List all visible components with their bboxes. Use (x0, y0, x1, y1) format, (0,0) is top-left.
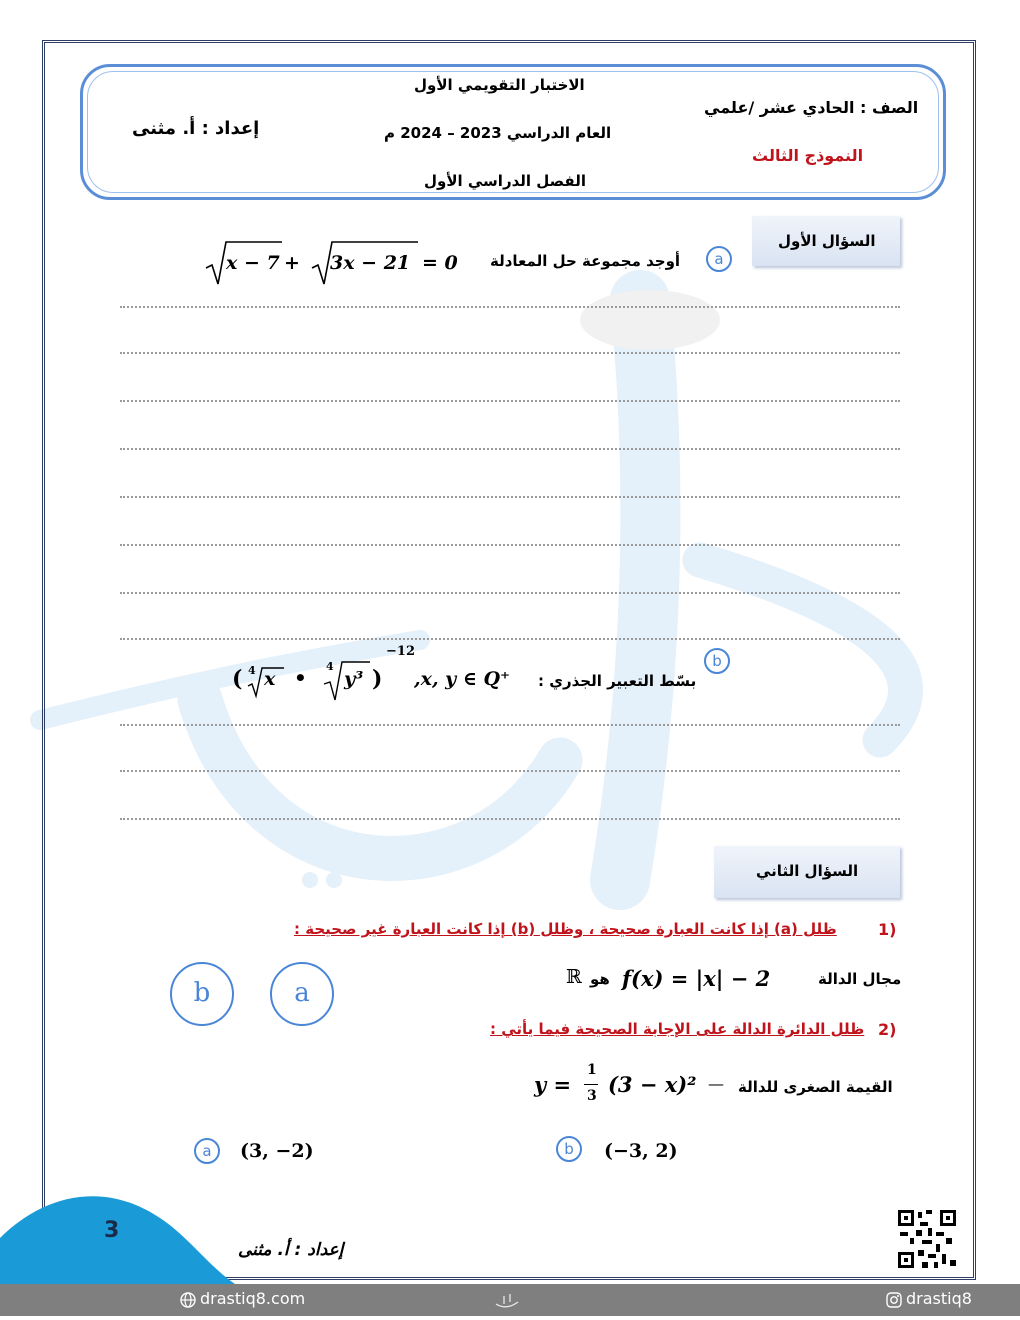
dash: — (708, 1074, 724, 1093)
choice-b-circle[interactable]: b (170, 962, 234, 1026)
answer-line (120, 770, 900, 772)
part-a-badge: a (706, 246, 732, 272)
answer-line (120, 448, 900, 450)
answer-line (120, 352, 900, 354)
option-a-value: (3, −2) (240, 1140, 314, 1162)
function-y-rhs: (3 − x)² (608, 1072, 697, 1097)
question-2-label: السؤال الثاني (756, 862, 859, 880)
radicand-1: x − 7 (226, 252, 280, 274)
page-number-tab (0, 1178, 240, 1288)
answer-line (120, 592, 900, 594)
plus-sign: + (284, 252, 300, 274)
fraction-bar (584, 1084, 598, 1085)
part-2-statement: القيمة الصغرى للدالة (738, 1078, 893, 1096)
question-1-label: السؤال الأول (778, 232, 876, 250)
exam-title: الاختبار التقويمي الأول (414, 76, 585, 94)
answer-line (120, 818, 900, 820)
radicand-y-cubed: y³ (344, 668, 364, 690)
answer-line (120, 306, 900, 308)
page-number: 3 (104, 1218, 120, 1243)
part-2-instruction: ظلل الدائرة الدالة على الإجابة الصحيحة فيما يأتي : (490, 1020, 865, 1038)
part-2-number: 2) (878, 1020, 897, 1039)
root-index-1: 4 (248, 664, 256, 677)
close-paren: ) (372, 666, 383, 692)
qr-code[interactable] (896, 1208, 958, 1270)
answer-line (120, 544, 900, 546)
answer-line (120, 400, 900, 402)
part-b-badge: b (704, 648, 730, 674)
fraction-denominator: 3 (587, 1088, 597, 1104)
choice-a-circle[interactable]: a (270, 962, 334, 1026)
instagram-link[interactable]: drastiq8 (906, 1289, 972, 1308)
grade-label: الصف : الحادي عشر /علمي (704, 98, 919, 117)
school-year: العام الدراسي 2023 – 2024 م (384, 124, 612, 142)
bullet-operator: • (294, 666, 307, 690)
answer-line (120, 638, 900, 640)
radicand-x: x (264, 668, 276, 690)
website-link[interactable]: drastiq8.com (200, 1289, 306, 1308)
open-paren: ( (232, 666, 243, 692)
option-a-badge[interactable]: a (194, 1138, 220, 1164)
fraction-numerator: 1 (587, 1062, 597, 1078)
part-1-statement: مجال الدالة (818, 970, 902, 988)
instagram-icon (886, 1292, 902, 1308)
model-label: النموذج الثالث (752, 146, 864, 165)
root-index-2: 4 (326, 660, 334, 673)
answer-line (120, 496, 900, 498)
exponent: −12 (386, 644, 415, 659)
equals-zero: = 0 (422, 252, 458, 274)
radicand-2: 3x − 21 (330, 252, 411, 274)
part-1-instruction: ظلل (a) إذا كانت العبارة صحيحة ، وظلل (b) إذا كانت العبارة غير صحيحة : (294, 920, 837, 938)
answer-line (120, 724, 900, 726)
real-set-symbol: ℝ (566, 966, 582, 988)
is-word: هو (590, 970, 610, 988)
domain-expression: ,x, y ∈ Q⁺ (414, 668, 511, 690)
footer-author: إعداد : أ. مثنى (238, 1240, 344, 1260)
part-1-number: 1) (878, 920, 897, 939)
option-b-badge[interactable]: b (556, 1136, 582, 1162)
function-f: f(x) = |x| − 2 (622, 966, 771, 991)
function-y-lhs: y = (534, 1072, 572, 1097)
author-label: إعداد : أ. مثنى (132, 118, 260, 139)
semester: الفصل الدراسي الأول (424, 172, 586, 190)
part-b-text: بسّط التعبير الجذري : (538, 672, 697, 690)
globe-icon (180, 1292, 196, 1308)
part-a-text: أوجد مجموعة حل المعادلة (490, 252, 681, 270)
option-b-value: (−3, 2) (604, 1140, 678, 1162)
footer-logo (494, 1290, 520, 1310)
